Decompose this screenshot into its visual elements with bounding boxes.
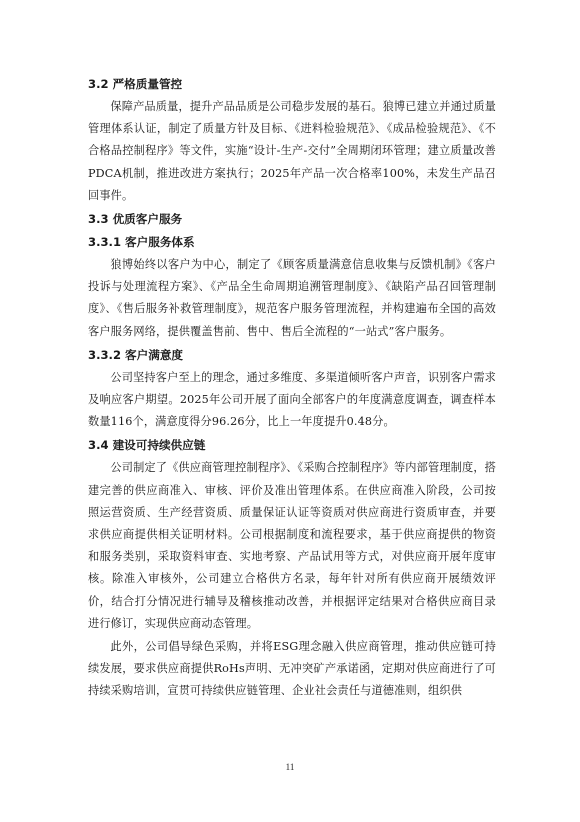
- paragraph-green-procurement: 此外，公司倡导绿色采购，并将ESG理念融入供应商管理，推动供应链可持续发展，要求供应商提供RoHs声明、无冲突矿产承诺函，定期对供应商进行了可持续采购培训，宣贯可持续供应链管理、企业社会责任与道德准则，组织供: [88, 640, 496, 698]
- page-number: 11: [285, 762, 295, 772]
- paragraph-customer-service-system: 狼博始终以客户为中心，制定了《顾客质量满意信息收集与反馈机制》《客户投诉与处理流程方案》、《产品全生命周期追溯管理制度》、《缺陷产品召回管理制度》、《售后服务补救管理制度》，规范客户服务管理流程，并构建遍布全国的高效客户服务网络，提供覆盖售前、售中、售后全流程的“一站式”客户服务。: [88, 258, 496, 338]
- paragraph-quality-control: 保障产品质量，提升产品品质是公司稳步发展的基石。狼博已建立并通过质量管理体系认证，制定了质量方针及目标、《进料检验规范》、《成品检验规范》、《不合格品控制程序》等文件，实施“设计-生产-交付”全周期闭环管理；建立质量改善PDCA机制，推进改进方案执行；2025年产品一次合格率100%，未发生产品召回事件。: [88, 100, 496, 202]
- page-body: [88, 73, 496, 704]
- section-heading-sustainable-supply-chain: 3.4 建设可持续供应链: [88, 438, 206, 453]
- paragraph-customer-satisfaction: 公司坚持客户至上的理念，通过多维度、多渠道倾听客户声音，识别客户需求及响应客户期望。2025年公司开展了面向全部客户的年度满意度调查，调查样本数量116个，满意度得分96.26分，比上一年度提升0.48分。: [88, 370, 496, 429]
- paragraph-supplier-management: 公司制定了《供应商管理控制程序》、《采购合控制程序》等内部管理制度，搭建完善的供应商准入、审核、评价及准出管理体系。在供应商准入阶段，公司按照运营资质、生产经营资质、质量保证认证等资质对供应商进行资质审查，并要求供应商提供相关证明材料。公司根据制度和流程要求，基于供应商提供的物资和服务类别，采取资料审查、实地考察、产品试用等方式，对供应商开展年度审核。除准入审核外，公司建立合格供方名录，每年针对所有供应商开展绩效评价，结合打分情况进行辅导及稽核推动改善，并根据评定结果对合格供应商目录进行修订，实现供应商动态管理。: [88, 461, 497, 630]
- section-heading-customer-satisfaction: 3.3.2 客户满意度: [88, 347, 184, 362]
- section-heading-quality-control: 3.2 严格质量管控: [88, 77, 183, 91]
- section-heading-customer-service-system: 3.3.1 客户服务体系: [88, 235, 195, 250]
- section-heading-customer-service: 3.3 优质客户服务: [88, 212, 183, 227]
